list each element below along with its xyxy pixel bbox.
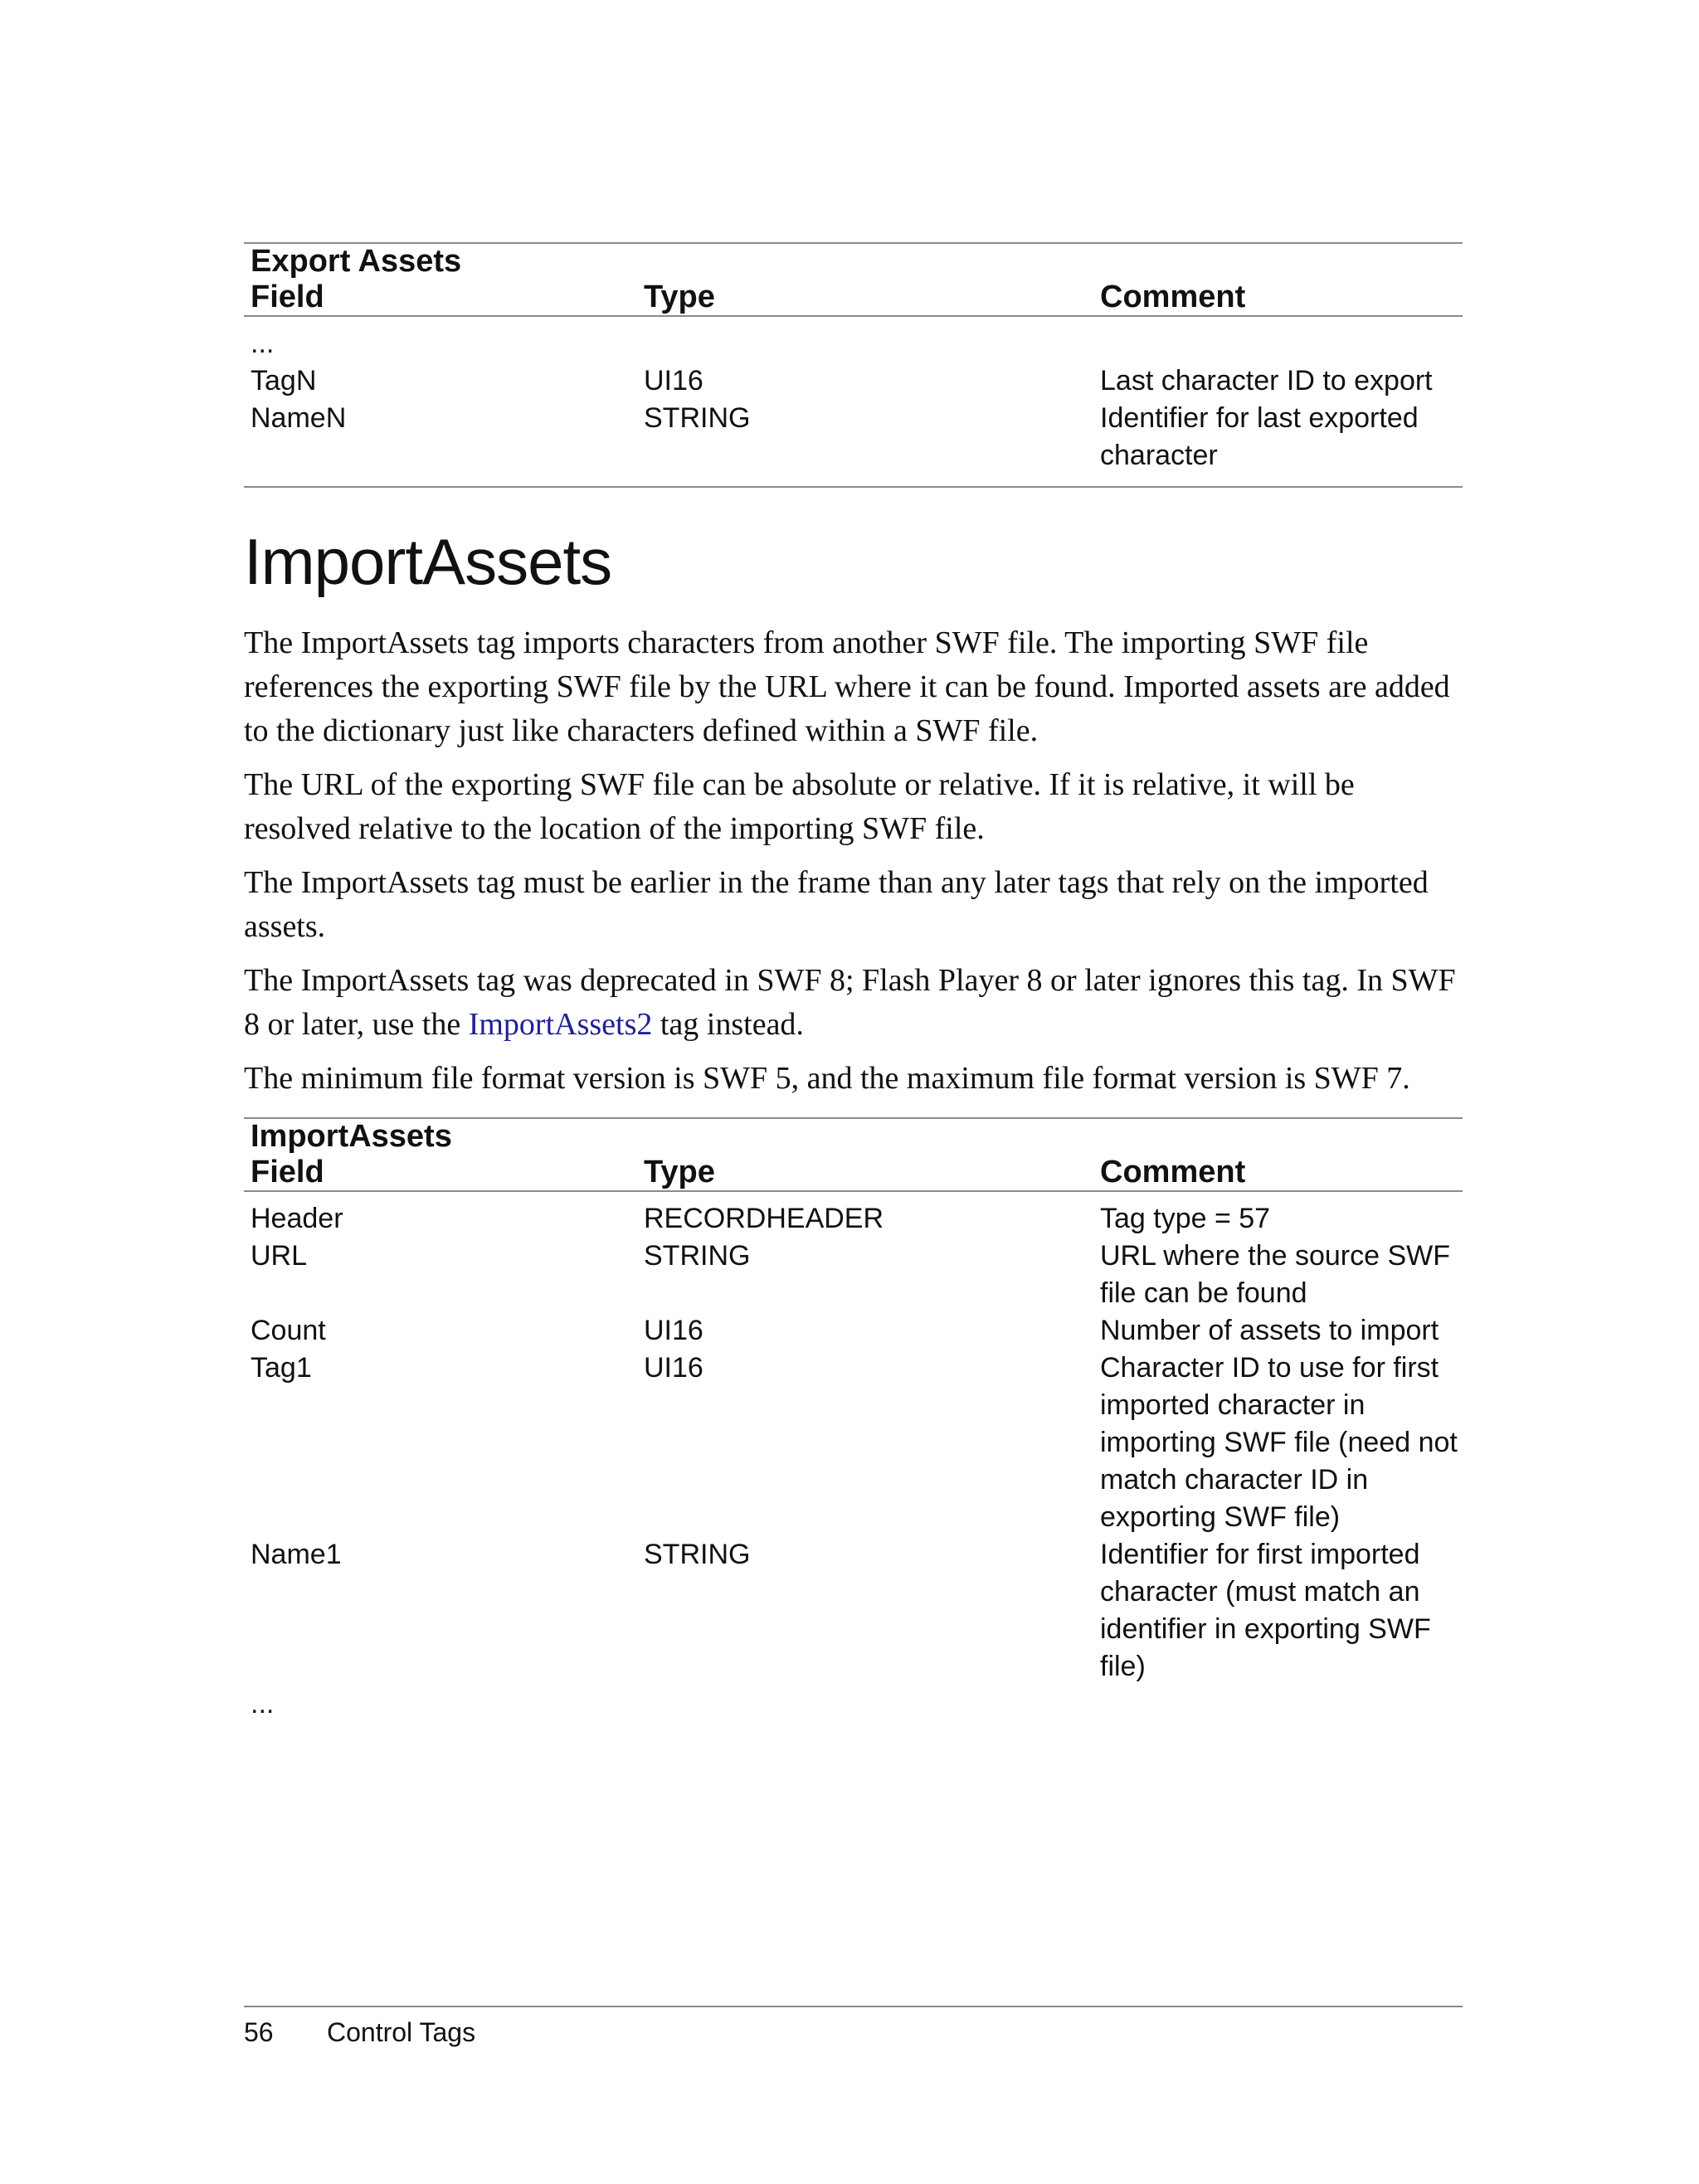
cell-field: ... xyxy=(251,1688,275,1719)
table-header-row xyxy=(244,280,1463,316)
cell-type: STRING xyxy=(637,400,1093,487)
paragraph-text: The ImportAssets tag was deprecated in SWF 8; Flash Player 8 or later ignores this tag. In SWF 8 or later, use the xyxy=(244,963,1456,1042)
cell-field: ... xyxy=(251,328,275,359)
cell-type xyxy=(637,316,1093,362)
table-row xyxy=(244,400,1463,487)
import-assets-table xyxy=(244,1117,1463,1723)
cell-comment xyxy=(1093,316,1463,362)
body-paragraph: The ImportAssets tag imports characters from another SWF file. The importing SWF file references the exporting SWF file by the URL where it can be found. Imported assets are added to the dictionary just like characters defined within a SWF file. xyxy=(244,625,1450,748)
cell-type: STRING xyxy=(644,1539,751,1570)
cell-field: Name1 xyxy=(251,1539,342,1570)
cell-type: STRING xyxy=(644,1240,751,1272)
table-row xyxy=(244,1685,1463,1723)
cell-field: Count xyxy=(251,1315,326,1346)
column-header-type: Type xyxy=(637,1155,1093,1191)
table-row xyxy=(244,1350,1463,1536)
column-header-field: Field xyxy=(244,1155,637,1191)
cell-comment: Identifier for last exported character xyxy=(1093,400,1463,487)
cell-comment: Character ID to use for first imported character in importing SWF file (need not match character ID in exporting SWF file) xyxy=(1100,1352,1458,1533)
page-footer xyxy=(244,2006,1463,2048)
paragraph-text: tag instead. xyxy=(652,1007,804,1042)
body-paragraph: The minimum file format version is SWF 5, and the maximum file format version is SWF 7. xyxy=(244,1061,1410,1096)
cell-field: Header xyxy=(251,1203,343,1234)
table-caption-row xyxy=(244,1118,1463,1155)
cell-type: UI16 xyxy=(644,365,703,396)
body-paragraph: The ImportAssets tag must be earlier in the frame than any later tags that rely on the imported assets. xyxy=(244,865,1429,944)
cell-type: RECORDHEADER xyxy=(644,1203,884,1234)
export-assets-table xyxy=(244,242,1463,488)
table-caption-row xyxy=(244,243,1463,280)
cell-comment: Identifier for first imported character (must match an identifier in exporting SWF file) xyxy=(1100,1539,1431,1682)
cell-comment: URL where the source SWF file can be found xyxy=(1100,1240,1450,1309)
table-row xyxy=(244,316,1463,362)
cell-type: UI16 xyxy=(644,1352,703,1384)
table-row xyxy=(244,1238,1463,1312)
cell-field: Tag1 xyxy=(251,1352,312,1384)
cell-comment: Number of assets to import xyxy=(1100,1315,1439,1346)
page-content xyxy=(244,242,1463,1723)
cell-field: URL xyxy=(251,1240,308,1272)
page-number: 56 xyxy=(244,2017,274,2047)
cell-type xyxy=(637,1685,1093,1723)
cell-field: NameN xyxy=(244,400,637,487)
table-header-row xyxy=(244,1155,1463,1191)
table-caption: ImportAssets xyxy=(244,1118,1463,1155)
cell-comment: Tag type = 57 xyxy=(1100,1203,1271,1234)
column-header-comment: Comment xyxy=(1093,280,1463,316)
table-row xyxy=(244,1191,1463,1238)
table-row xyxy=(244,362,1463,400)
section-title: ImportAssets xyxy=(244,525,612,598)
footer-section-name: Control Tags xyxy=(327,2017,476,2047)
body-paragraph: The URL of the exporting SWF file can be absolute or relative. If it is relative, it will be resolved relative to the location of the importing SWF file. xyxy=(244,767,1355,846)
cell-field: TagN xyxy=(251,365,317,396)
table-caption: Export Assets xyxy=(244,243,1463,280)
cell-comment: Last character ID to export xyxy=(1100,365,1433,396)
column-header-field: Field xyxy=(244,280,637,316)
cell-type: UI16 xyxy=(644,1315,703,1346)
cell-comment xyxy=(1093,1685,1463,1723)
table-row xyxy=(244,1536,1463,1685)
table-row xyxy=(244,1312,1463,1350)
body-paragraph-with-link xyxy=(244,959,1463,1047)
column-header-type: Type xyxy=(637,280,1093,316)
importassets2-link[interactable]: ImportAssets2 xyxy=(468,1007,653,1042)
column-header-comment: Comment xyxy=(1093,1155,1463,1191)
